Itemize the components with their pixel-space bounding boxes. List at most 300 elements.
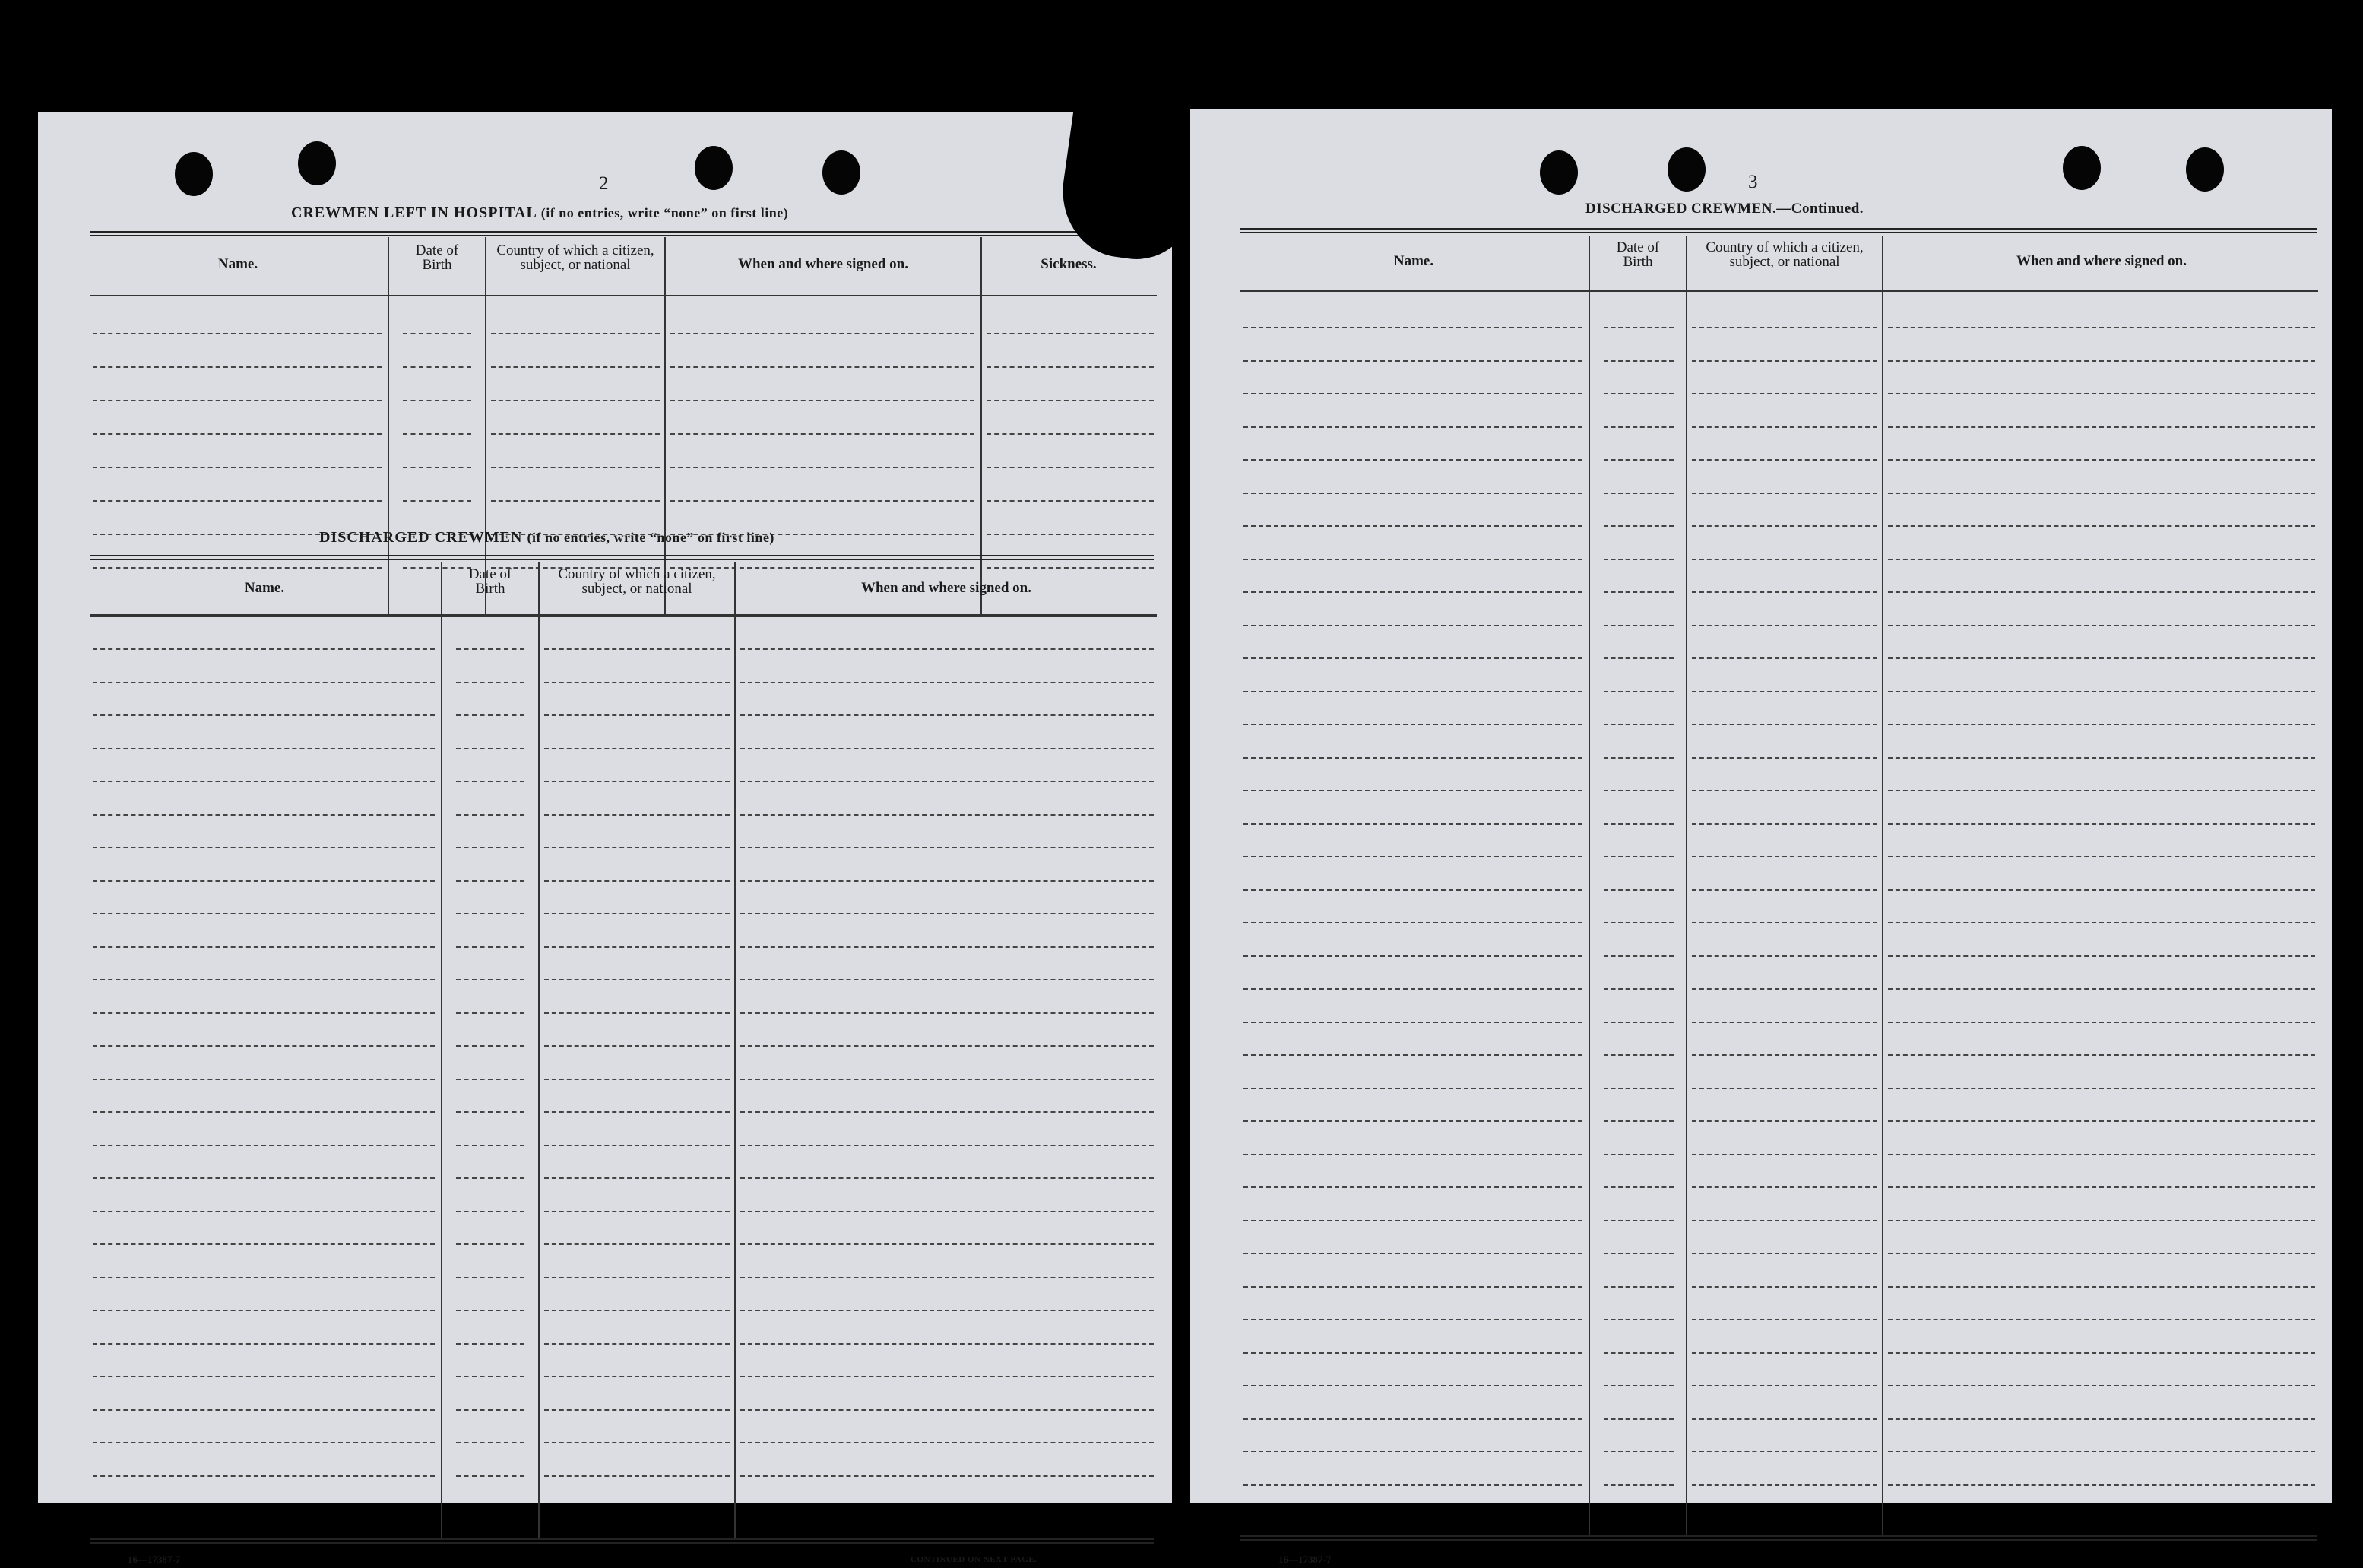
dashed-line (1604, 1418, 1674, 1420)
dashed-line (1604, 1286, 1674, 1288)
dashed-line (1692, 426, 1877, 428)
dashed-line (1888, 889, 2315, 891)
dashed-line (491, 467, 660, 468)
dashed-line (1243, 790, 1582, 791)
punch-hole (2063, 146, 2101, 190)
punch-hole (695, 146, 733, 190)
dashed-line (544, 1442, 730, 1443)
dashed-line (987, 400, 1154, 401)
dashed-line (1243, 1054, 1582, 1056)
dashed-line (93, 1475, 435, 1477)
dashed-line (456, 714, 524, 716)
dashed-line (1888, 823, 2315, 825)
dashed-line (1243, 889, 1582, 891)
dashed-line (93, 1012, 435, 1014)
dashed-line (740, 1177, 1154, 1179)
column-divider (1589, 236, 1590, 1535)
dashed-line (740, 814, 1154, 816)
dashed-line (544, 1111, 730, 1113)
dashed-line (1888, 393, 2315, 394)
column-header-country: Country of which a citizen, subject, or national (1706, 239, 1864, 270)
dashed-line (1243, 1088, 1582, 1089)
dashed-line (1604, 1154, 1674, 1155)
dashed-line (1604, 559, 1674, 560)
dashed-line (670, 500, 974, 502)
dashed-line (1243, 1220, 1582, 1221)
dashed-line (1888, 657, 2315, 659)
column-header-date-of-birth: Date of Birth (415, 242, 459, 273)
dashed-line (740, 748, 1154, 749)
dashed-line (1243, 856, 1582, 857)
dashed-line (1692, 955, 1877, 957)
dashed-line (1692, 1286, 1877, 1288)
dashed-line (491, 400, 660, 401)
dashed-line (1604, 1385, 1674, 1386)
dashed-line (1243, 393, 1582, 394)
right-top-rule (1240, 228, 2317, 233)
dashed-line (403, 400, 471, 401)
column-header-signed-on: When and where signed on. (737, 256, 908, 272)
dashed-line (544, 1243, 730, 1245)
dashed-line (1692, 1385, 1877, 1386)
dashed-line (740, 1475, 1154, 1477)
dashed-line (456, 1045, 524, 1047)
column-header-country: Country of which a citizen, subject, or national (496, 242, 654, 273)
dashed-line (1604, 360, 1674, 362)
dashed-line (987, 433, 1154, 435)
hospital-section-title (291, 204, 788, 222)
dashed-line (93, 648, 435, 650)
column-divider (734, 562, 736, 1538)
dashed-line (1604, 1088, 1674, 1089)
dashed-line (987, 333, 1154, 334)
dashed-line (1604, 724, 1674, 725)
dashed-line (1604, 327, 1674, 328)
right-section-title: DISCHARGED CREWMEN.—Continued. (1585, 201, 1864, 217)
dashed-line (93, 979, 435, 980)
page-number: 2 (599, 173, 609, 194)
dashed-line (1692, 823, 1877, 825)
dashed-line (1888, 459, 2315, 461)
dashed-line (1692, 1022, 1877, 1023)
dashed-line (740, 1211, 1154, 1212)
dashed-line (1243, 1286, 1582, 1288)
dashed-line (1604, 1186, 1674, 1188)
dashed-line (1692, 393, 1877, 394)
dashed-line (1243, 1385, 1582, 1386)
dashed-line (93, 1177, 435, 1179)
dashed-line (1604, 691, 1674, 692)
dashed-line (740, 913, 1154, 914)
dashed-line (456, 814, 524, 816)
dashed-line (1243, 724, 1582, 725)
dashed-line (456, 1079, 524, 1080)
dashed-line (1243, 1418, 1582, 1420)
dashed-line (1692, 327, 1877, 328)
dashed-line (456, 1475, 524, 1477)
dashed-line (491, 366, 660, 368)
dashed-line (456, 1243, 524, 1245)
discharged-instruction: (if no entries, write “none” on first line) (527, 530, 774, 545)
dashed-line (1692, 691, 1877, 692)
dashed-line (1604, 493, 1674, 494)
dashed-line (740, 1145, 1154, 1146)
dashed-line (544, 1277, 730, 1278)
dashed-line (1604, 757, 1674, 759)
dashed-line (456, 1211, 524, 1212)
dashed-line (740, 682, 1154, 683)
dashed-line (93, 847, 435, 848)
right-header-rule (1240, 290, 2318, 292)
dashed-line (93, 500, 382, 502)
dashed-line (1692, 922, 1877, 923)
dashed-line (93, 748, 435, 749)
dashed-line (1604, 1054, 1674, 1056)
dashed-line (1888, 1385, 2315, 1386)
hospital-header-rule (90, 295, 1157, 296)
dashed-line (1692, 1154, 1877, 1155)
dashed-line (1604, 591, 1674, 593)
dashed-line (1692, 1088, 1877, 1089)
dashed-line (93, 1145, 435, 1146)
dashed-line (1243, 1120, 1582, 1122)
dashed-line (544, 1475, 730, 1477)
dashed-line (1888, 1088, 2315, 1089)
hospital-title-text: CREWMEN LEFT IN HOSPITAL (291, 204, 537, 221)
dashed-line (93, 1211, 435, 1212)
dashed-line (1692, 988, 1877, 990)
dashed-line (1888, 988, 2315, 990)
column-header-date-of-birth: Date of Birth (1616, 239, 1660, 270)
dashed-line (1243, 1022, 1582, 1023)
dashed-line (1888, 757, 2315, 759)
dashed-line (403, 567, 471, 569)
dashed-line (1692, 1186, 1877, 1188)
dashed-line (670, 467, 974, 468)
dashed-line (670, 366, 974, 368)
dashed-line (1888, 1186, 2315, 1188)
dashed-line (1243, 988, 1582, 990)
dashed-line (456, 847, 524, 848)
dashed-line (544, 1376, 730, 1377)
dashed-line (544, 1012, 730, 1014)
dashed-line (1243, 591, 1582, 593)
dashed-line (403, 467, 471, 468)
dashed-line (740, 1277, 1154, 1278)
dashed-line (987, 534, 1154, 535)
dashed-line (1243, 525, 1582, 527)
left-page (38, 112, 1172, 1565)
dashed-line (1604, 459, 1674, 461)
punch-hole (2186, 147, 2224, 192)
dashed-line (670, 433, 974, 435)
dashed-line (93, 946, 435, 948)
dashed-line (93, 682, 435, 683)
dashed-line (1243, 493, 1582, 494)
dashed-line (1692, 625, 1877, 626)
dashed-line (740, 648, 1154, 650)
dashed-line (1692, 459, 1877, 461)
dashed-line (1692, 1253, 1877, 1254)
dashed-line (456, 1012, 524, 1014)
column-header-signed-on: When and where signed on. (860, 580, 1031, 596)
dashed-line (1888, 1352, 2315, 1354)
dashed-line (1888, 1253, 2315, 1254)
dashed-line (93, 567, 382, 569)
dashed-line (1243, 1253, 1582, 1254)
dashed-line (1243, 922, 1582, 923)
dashed-line (1692, 493, 1877, 494)
dashed-line (544, 1310, 730, 1311)
dashed-line (544, 682, 730, 683)
dashed-line (93, 333, 382, 334)
dashed-line (1243, 1319, 1582, 1320)
dashed-line (1243, 691, 1582, 692)
dashed-line (403, 500, 471, 502)
dashed-line (491, 333, 660, 334)
dashed-line (1692, 856, 1877, 857)
dashed-line (740, 1045, 1154, 1047)
dashed-line (1243, 459, 1582, 461)
column-header-date-of-birth: Date of Birth (468, 566, 512, 597)
dashed-line (740, 781, 1154, 782)
dashed-line (1888, 1154, 2315, 1155)
dashed-line (1888, 360, 2315, 362)
dashed-line (456, 748, 524, 749)
column-divider (1686, 236, 1687, 1535)
dashed-line (1692, 757, 1877, 759)
dashed-line (1604, 1352, 1674, 1354)
dashed-line (544, 1145, 730, 1146)
dashed-line (544, 847, 730, 848)
hospital-instruction: (if no entries, write “none” on first line) (540, 205, 789, 220)
dashed-line (544, 979, 730, 980)
punch-hole (1668, 147, 1706, 192)
punch-hole (298, 141, 336, 185)
dashed-line (93, 1409, 435, 1411)
dashed-line (1692, 657, 1877, 659)
column-header-country: Country of which a citizen, subject, or national (558, 566, 716, 597)
dashed-line (1243, 1484, 1582, 1486)
dashed-line (544, 1045, 730, 1047)
right-page (1190, 109, 2332, 1565)
dashed-line (1604, 525, 1674, 527)
dashed-line (1604, 1120, 1674, 1122)
dashed-line (1604, 889, 1674, 891)
column-header-name: Name. (244, 580, 285, 596)
dashed-line (1604, 955, 1674, 957)
dashed-line (1604, 790, 1674, 791)
dashed-line (456, 1343, 524, 1345)
dashed-line (740, 1376, 1154, 1377)
dashed-line (456, 913, 524, 914)
dashed-line (456, 880, 524, 882)
dashed-line (1692, 525, 1877, 527)
dashed-line (456, 781, 524, 782)
dashed-line (1604, 1451, 1674, 1452)
dashed-line (987, 500, 1154, 502)
dashed-line (93, 1111, 435, 1113)
right-bottom-rule (1240, 1535, 2317, 1541)
dashed-line (93, 714, 435, 716)
column-header-name: Name. (1393, 253, 1434, 269)
dashed-line (740, 1310, 1154, 1311)
dashed-line (1888, 1120, 2315, 1122)
dashed-line (1604, 1253, 1674, 1254)
dashed-line (544, 913, 730, 914)
dashed-line (491, 500, 660, 502)
punch-hole (1540, 150, 1578, 195)
form-number: 16—17387-7 (128, 1554, 181, 1565)
dashed-line (456, 1111, 524, 1113)
dashed-line (93, 467, 382, 468)
dashed-line (544, 648, 730, 650)
dashed-line (1692, 889, 1877, 891)
dashed-line (456, 1442, 524, 1443)
column-header-name: Name. (217, 256, 258, 272)
dashed-line (93, 814, 435, 816)
dashed-line (1243, 327, 1582, 328)
dashed-line (456, 946, 524, 948)
dashed-line (1692, 1352, 1877, 1354)
dashed-line (1604, 856, 1674, 857)
dashed-line (1604, 1319, 1674, 1320)
dashed-line (1888, 525, 2315, 527)
dashed-line (93, 1277, 435, 1278)
dashed-line (1692, 1451, 1877, 1452)
dashed-line (456, 1177, 524, 1179)
dashed-line (1604, 922, 1674, 923)
dashed-line (93, 880, 435, 882)
dashed-line (1692, 360, 1877, 362)
hospital-top-rule (90, 231, 1154, 236)
dashed-line (1888, 955, 2315, 957)
dashed-line (1243, 360, 1582, 362)
dashed-line (1243, 1451, 1582, 1452)
dashed-line (1888, 493, 2315, 494)
dashed-line (93, 366, 382, 368)
dashed-line (544, 1177, 730, 1179)
dashed-line (93, 1442, 435, 1443)
page-number: 3 (1748, 172, 1758, 192)
dashed-line (544, 946, 730, 948)
dashed-line (456, 1376, 524, 1377)
dashed-line (403, 333, 471, 334)
dashed-line (1243, 1186, 1582, 1188)
dashed-line (670, 400, 974, 401)
dashed-line (1888, 559, 2315, 560)
dashed-line (1888, 1054, 2315, 1056)
dashed-line (1692, 1484, 1877, 1486)
dashed-line (1243, 757, 1582, 759)
dashed-line (1888, 691, 2315, 692)
dashed-line (544, 1409, 730, 1411)
dashed-line (1888, 1319, 2315, 1320)
punch-hole (175, 152, 213, 196)
dashed-line (1692, 1319, 1877, 1320)
dashed-line (544, 880, 730, 882)
dashed-line (1243, 1154, 1582, 1155)
dashed-line (1888, 856, 2315, 857)
dashed-line (456, 1145, 524, 1146)
dashed-line (1604, 1220, 1674, 1221)
dashed-line (740, 1343, 1154, 1345)
dashed-line (1888, 1484, 2315, 1486)
dashed-line (544, 1079, 730, 1080)
column-divider (441, 562, 442, 1538)
dashed-line (1604, 1484, 1674, 1486)
dashed-line (456, 1409, 524, 1411)
dashed-line (403, 366, 471, 368)
dashed-line (1604, 823, 1674, 825)
dashed-line (1888, 1220, 2315, 1221)
dashed-line (740, 880, 1154, 882)
dashed-line (1692, 1220, 1877, 1221)
punch-hole (822, 150, 860, 195)
dashed-line (1243, 625, 1582, 626)
dashed-line (93, 1343, 435, 1345)
dashed-line (1692, 559, 1877, 560)
discharged-header-rule (90, 616, 1157, 617)
discharged-section-title (319, 529, 774, 546)
dashed-line (456, 682, 524, 683)
dashed-line (93, 1376, 435, 1377)
form-number: 16—17387-7 (1278, 1554, 1332, 1565)
dashed-line (1888, 327, 2315, 328)
dashed-line (93, 1045, 435, 1047)
dashed-line (1888, 1022, 2315, 1023)
dashed-line (403, 433, 471, 435)
dashed-line (1692, 790, 1877, 791)
dashed-line (1604, 393, 1674, 394)
dashed-line (987, 366, 1154, 368)
column-divider (1882, 236, 1883, 1535)
dashed-line (1692, 1054, 1877, 1056)
column-header-signed-on: When and where signed on. (2016, 253, 2187, 269)
dashed-line (93, 433, 382, 435)
dashed-line (93, 400, 382, 401)
dashed-line (544, 714, 730, 716)
dashed-line (740, 1442, 1154, 1443)
dashed-line (93, 1243, 435, 1245)
dashed-line (1692, 1120, 1877, 1122)
dashed-line (544, 1211, 730, 1212)
dashed-line (1604, 426, 1674, 428)
dashed-line (670, 333, 974, 334)
dashed-line (1888, 625, 2315, 626)
dashed-line (740, 979, 1154, 980)
dashed-line (544, 814, 730, 816)
dashed-line (1692, 1418, 1877, 1420)
dashed-line (544, 748, 730, 749)
dashed-line (1604, 1022, 1674, 1023)
dashed-line (740, 1111, 1154, 1113)
dashed-line (1604, 657, 1674, 659)
dashed-line (93, 1079, 435, 1080)
dashed-line (1888, 922, 2315, 923)
dashed-line (1243, 1352, 1582, 1354)
continued-note: CONTINUED ON NEXT PAGE. (911, 1555, 1037, 1564)
dashed-line (93, 913, 435, 914)
dashed-line (987, 567, 1154, 569)
dashed-line (1604, 988, 1674, 990)
dashed-line (456, 648, 524, 650)
dashed-line (1888, 1418, 2315, 1420)
dashed-line (491, 433, 660, 435)
column-header-sickness: Sickness. (1041, 256, 1097, 272)
dashed-line (1243, 657, 1582, 659)
discharged-top-rule (90, 555, 1154, 560)
